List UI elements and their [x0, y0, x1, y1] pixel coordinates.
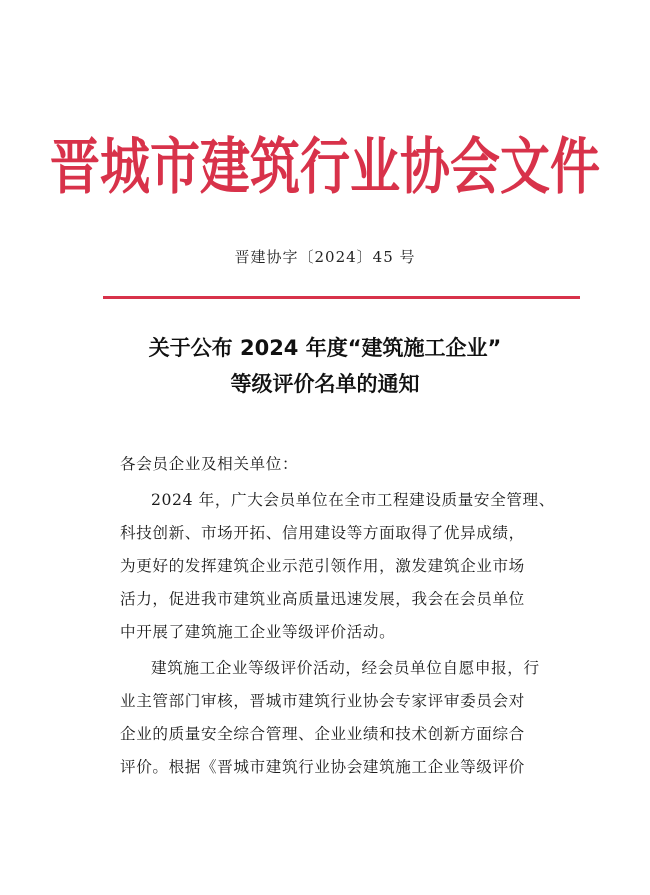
paragraph-1-line-5: 中开展了建筑施工企业等级评价活动。 — [120, 623, 396, 641]
red-divider-rule — [103, 296, 580, 299]
salutation: 各会员企业及相关单位： — [120, 455, 299, 473]
notice-title-line-1: 关于公布 2024 年度“建筑施工企业” — [148, 336, 502, 360]
paragraph-1-line-3: 为更好的发挥建筑企业示范引领作用，激发建筑企业市场 — [120, 557, 525, 575]
paragraph-2-line-3: 企业的质量安全综合管理、企业业绩和技术创新方面综合 — [120, 725, 525, 743]
paragraph-1-line-1: 2024 年，广大会员单位在全市工程建设质量安全管理、 — [151, 491, 555, 509]
paragraph-2-line-1: 建筑施工企业等级评价活动，经会员单位自愿申报，行 — [151, 659, 540, 677]
paragraph-1-line-2: 科技创新、市场开拓、信用建设等方面取得了优异成绩， — [120, 524, 525, 542]
paragraph-2-line-4: 评价。根据《晋城市建筑行业协会建筑施工企业等级评价 — [120, 758, 525, 776]
paragraph-1-line-4: 活力，促进我市建筑业高质量迅速发展，我会在会员单位 — [120, 590, 525, 608]
notice-title-line-2: 等级评价名单的通知 — [230, 372, 420, 396]
document-number: 晋建协字〔2024〕45 号 — [234, 248, 416, 266]
masthead-title: 晋城市建筑行业协会文件 — [50, 130, 600, 202]
paragraph-2-line-2: 业主管部门审核，晋城市建筑行业协会专家评审委员会对 — [120, 692, 525, 710]
